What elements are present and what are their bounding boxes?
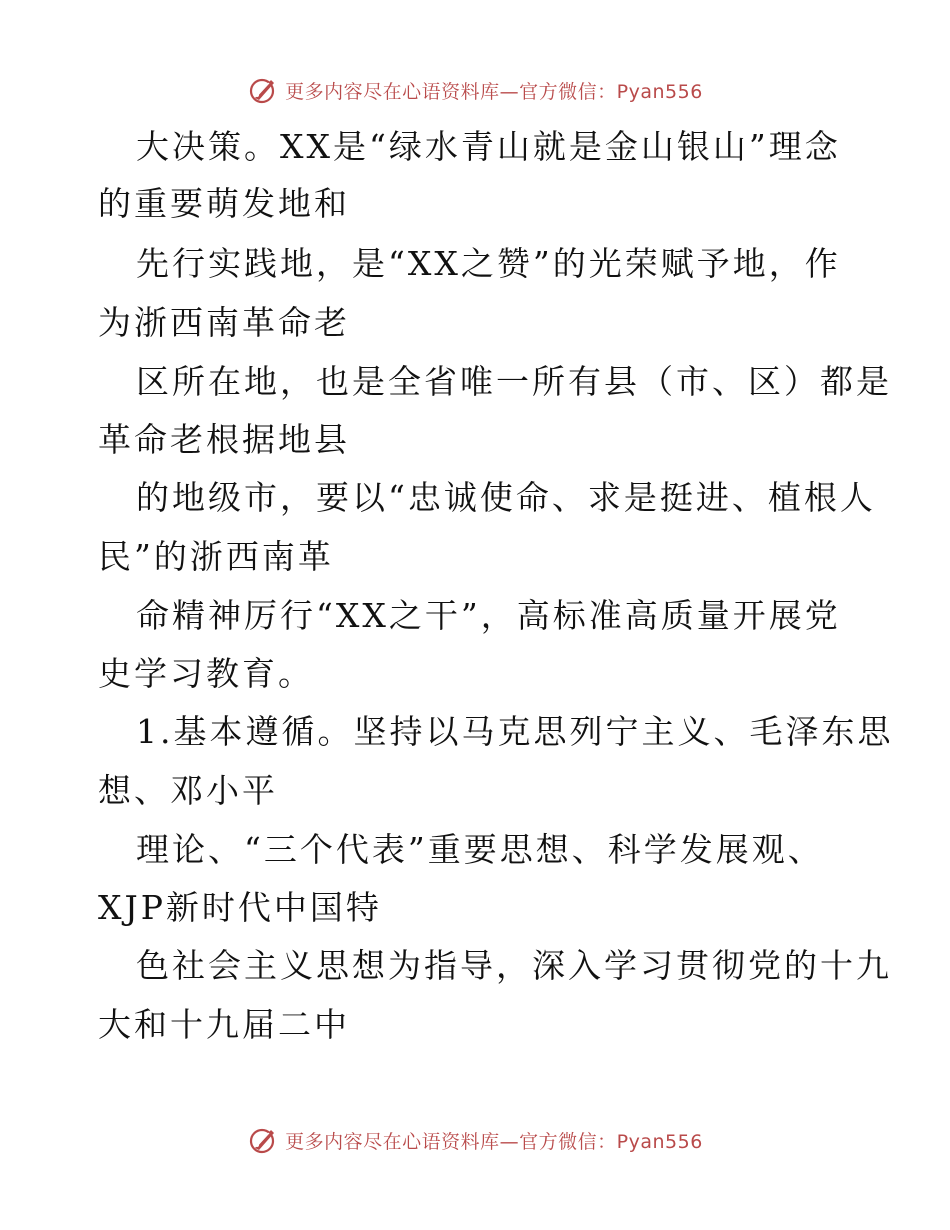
banner-text: 更多内容尽在心语资料库—官方微信：Pyan556 [285, 80, 703, 103]
text-line: 民”的浙西南革 [98, 537, 334, 576]
text-line: 大决策。XX是“绿水青山就是金山银山”理念 [136, 127, 841, 166]
banner-text: 更多内容尽在心语资料库—官方微信：Pyan556 [285, 1130, 703, 1153]
text-line: 的地级市，要以“忠诚使命、求是挺进、植根人 [136, 478, 876, 517]
text-line: 区所在地，也是全省唯一所有县（市、区）都是 [136, 362, 892, 401]
text-line: 1.基本遵循。坚持以马克思列宁主义、毛泽东思 [136, 712, 894, 751]
text-line: 色社会主义思想为指导，深入学习贯彻党的十九 [136, 946, 892, 985]
text-line: 的重要萌发地和 [98, 184, 350, 223]
text-line: 革命老根据地县 [98, 420, 350, 459]
text-line: 为浙西南革命老 [98, 303, 350, 342]
text-line: 史学习教育。 [98, 654, 314, 693]
header-banner [0, 70, 950, 110]
footer-banner [0, 1120, 950, 1160]
text-line: 想、邓小平 [98, 771, 278, 810]
text-line: 命精神厉行“XX之干”，高标准高质量开展党 [136, 596, 841, 635]
feather-pen-icon [247, 1124, 279, 1156]
text-line: 大和十九届二中 [98, 1005, 350, 1044]
text-line: 理论、“三个代表”重要思想、科学发展观、 [136, 830, 824, 869]
text-line: XJP新时代中国特 [98, 888, 382, 927]
text-line: 先行实践地，是“XX之赞”的光荣赋予地，作 [136, 244, 841, 283]
feather-pen-icon [247, 74, 279, 106]
